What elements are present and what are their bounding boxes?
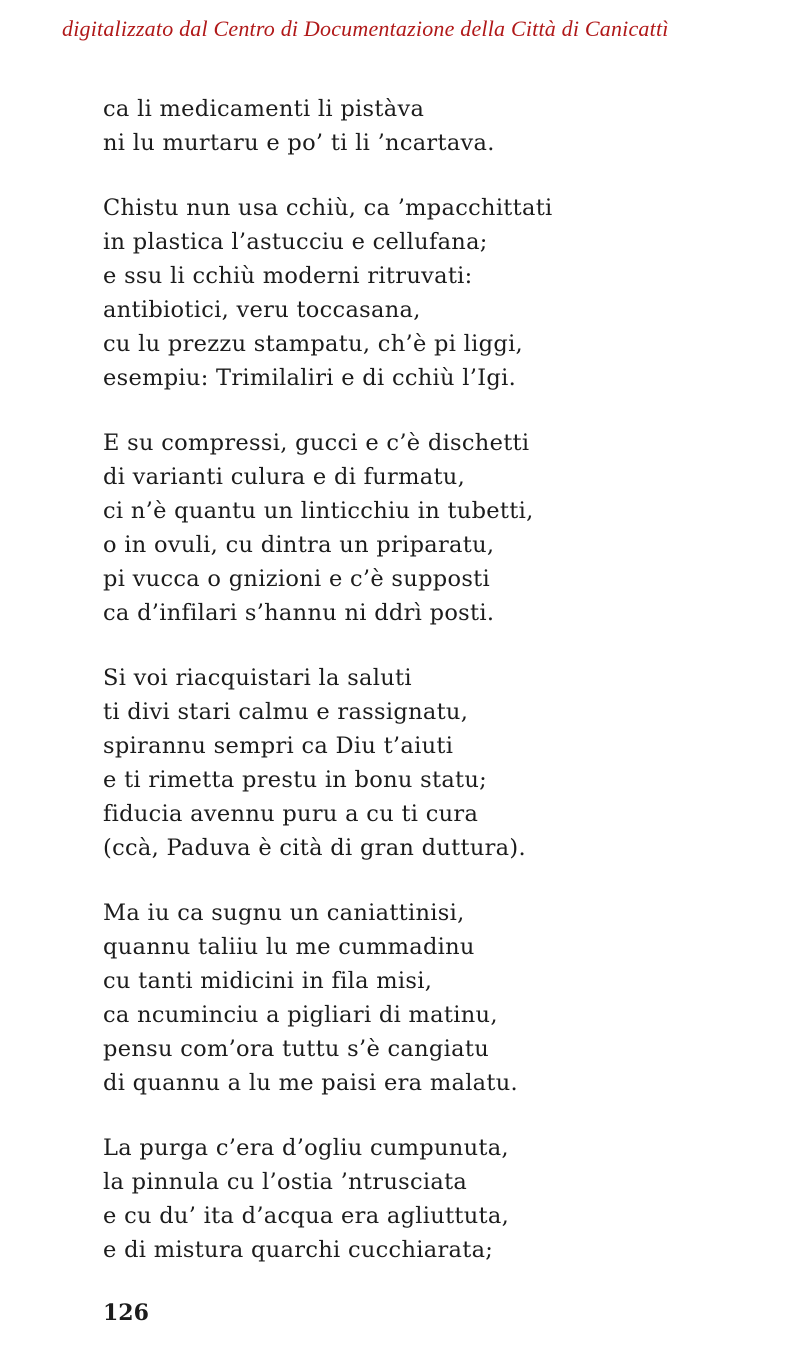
poem-line: (ccà, Paduva è cità di gran duttura).: [103, 835, 526, 861]
poem-line: ca ncuminciu a pigliari di matinu,: [103, 1002, 498, 1028]
stanza-4: [103, 661, 763, 865]
poem-line: Ma iu ca sugnu un caniattinisi,: [103, 900, 465, 926]
poem-line: E su compressi, gucci e c’è dischetti: [103, 430, 530, 456]
poem-line: esempiu: Trimilaliri e di cchiù l’Igi.: [103, 365, 517, 391]
stanza-6: [103, 1131, 763, 1267]
digitization-watermark: digitalizzato dal Centro di Documentazione della Città di Canicattì: [62, 16, 669, 41]
poem-body: [103, 92, 763, 1298]
poem-line: ni lu murtaru e po’ ti li ’ncartava.: [103, 130, 495, 156]
poem-line: di varianti culura e di furmatu,: [103, 464, 466, 490]
poem-line: e di mistura quarchi cucchiarata;: [103, 1237, 494, 1263]
poem-line: e cu du’ ita d’acqua era agliuttuta,: [103, 1203, 510, 1229]
poem-line: in plastica l’astucciu e cellufana;: [103, 229, 488, 255]
poem-line: ci n’è quantu un linticchiu in tubetti,: [103, 498, 534, 524]
poem-line: antibiotici, veru toccasana,: [103, 297, 421, 323]
stanza-3: [103, 426, 763, 630]
poem-line: cu tanti midicini in fila misi,: [103, 968, 433, 994]
stanza-1: [103, 92, 763, 160]
poem-line: e ssu li cchiù moderni ritruvati:: [103, 263, 473, 289]
poem-line: spirannu sempri ca Diu t’aiuti: [103, 733, 454, 759]
poem-line: Chistu nun usa cchiù, ca ’mpacchittati: [103, 195, 553, 221]
poem-line: ti divi stari calmu e rassignatu,: [103, 699, 469, 725]
poem-line: ca d’infilari s’hannu ni ddrì posti.: [103, 600, 495, 626]
poem-line: quannu taliiu lu me cummadinu: [103, 934, 475, 960]
poem-line: fiducia avennu puru a cu ti cura: [103, 801, 479, 827]
stanza-5: [103, 896, 763, 1100]
page-number: 126: [103, 1300, 149, 1326]
poem-line: pensu com’ora tuttu s’è cangiatu: [103, 1036, 489, 1062]
stanza-2: [103, 191, 763, 395]
poem-line: pi vucca o gnizioni e c’è supposti: [103, 566, 491, 592]
poem-line: e ti rimetta prestu in bonu statu;: [103, 767, 488, 793]
poem-line: o in ovuli, cu dintra un priparatu,: [103, 532, 495, 558]
poem-line: ca li medicamenti li pistàva: [103, 96, 425, 122]
poem-line: di quannu a lu me paisi era malatu.: [103, 1070, 518, 1096]
poem-line: la pinnula cu l’ostia ’ntrusciata: [103, 1169, 468, 1195]
poem-line: La purga c’era d’ogliu cumpunuta,: [103, 1135, 509, 1161]
poem-line: cu lu prezzu stampatu, ch’è pi liggi,: [103, 331, 524, 357]
poem-line: Si voi riacquistari la saluti: [103, 665, 412, 691]
